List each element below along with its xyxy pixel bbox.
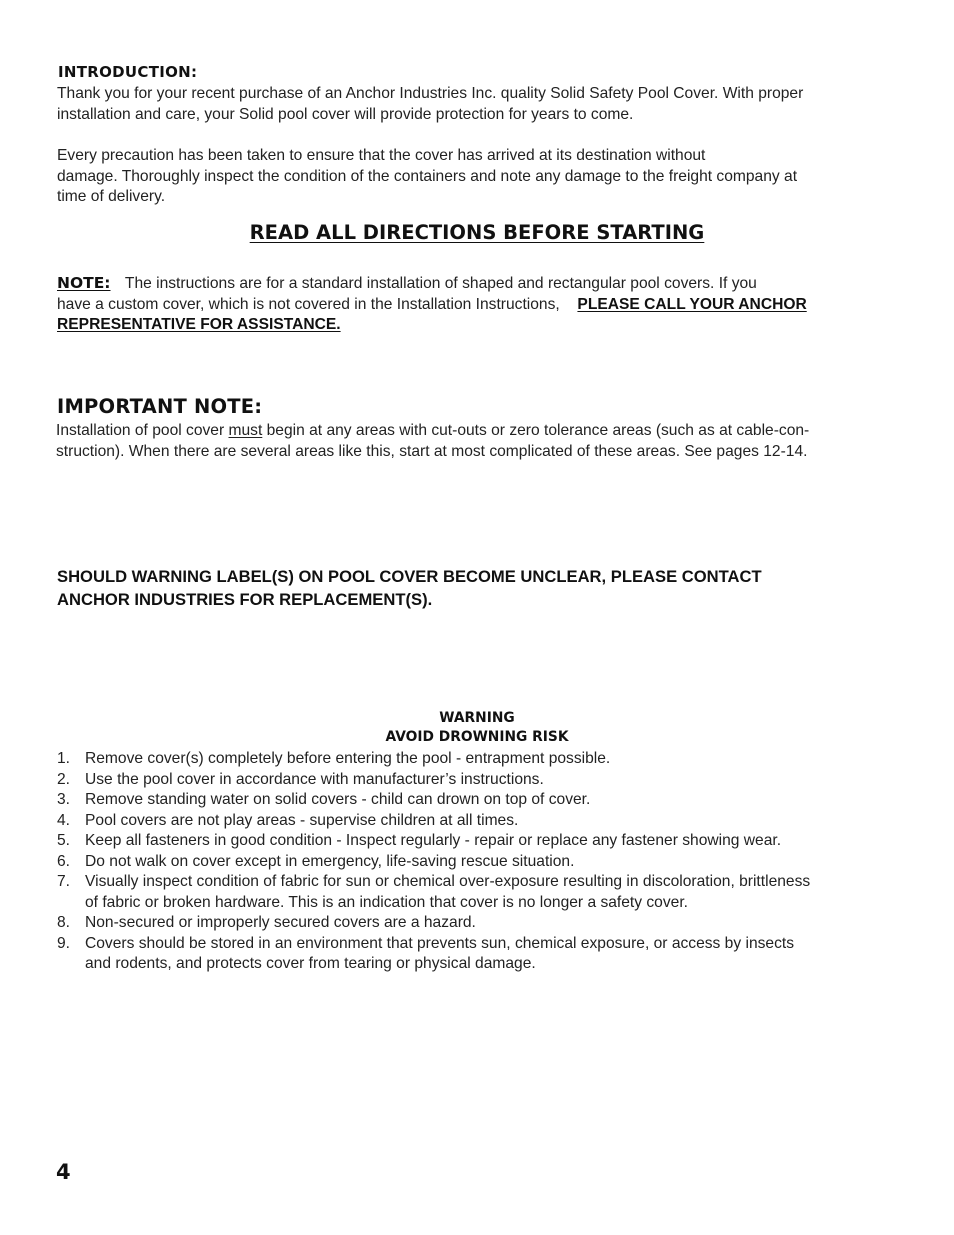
text-line: time of delivery.	[57, 188, 166, 205]
warning-list-item	[57, 913, 902, 934]
list-item-number: 6.	[57, 852, 71, 870]
important-text: Installation of pool cover	[56, 422, 229, 439]
warning-list-item	[57, 852, 902, 873]
list-item-number: 3.	[57, 791, 71, 808]
warning-list-item	[57, 831, 902, 852]
list-item-number: 1.	[57, 750, 71, 767]
warning-list-item	[57, 872, 902, 913]
list-item-text: Remove standing water on solid covers - child can drown on top of cover.	[85, 791, 591, 808]
list-item-number: 4.	[57, 811, 71, 829]
note-text: The instructions are for a standard installation of shaped and rectangular pool covers. If you	[124, 275, 757, 292]
text-line: SHOULD WARNING LABEL(S) ON POOL COVER BECOME UNCLEAR, PLEASE CONTACT	[57, 567, 762, 586]
list-item-text: Do not walk on cover except in emergency, life-saving rescue situation.	[85, 852, 575, 870]
text-line: struction). When there are several areas like this, start at most complicated of these areas. See pages 12-14.	[56, 442, 808, 460]
must-emphasis: must	[228, 422, 263, 439]
note-text: have a custom cover, which is not covered in the Installation Instructions,	[57, 295, 560, 313]
warning-title: WARNING	[439, 710, 515, 726]
list-item-text: Covers should be stored in an environment that prevents sun, chemical exposure, or access by insects	[85, 934, 795, 952]
warning-list-item	[57, 749, 902, 770]
text-line: Every precaution has been taken to ensure that the cover has arrived at its destination without	[57, 147, 706, 164]
list-item-number: 2.	[57, 770, 71, 788]
read-directions-heading: READ ALL DIRECTIONS BEFORE STARTING	[249, 221, 705, 244]
list-item-text: Pool covers are not play areas - supervise children at all times.	[85, 811, 519, 829]
important-note-heading: IMPORTANT NOTE:	[57, 395, 263, 418]
warning-list-item	[57, 811, 902, 832]
text-line	[57, 295, 807, 316]
list-item-text: of fabric or broken hardware. This is an indication that cover is no longer a safety cover.	[85, 893, 688, 911]
list-item-text: Remove cover(s) completely before entering the pool - entrapment possible.	[85, 750, 611, 767]
note-section	[57, 273, 807, 336]
text-line	[57, 315, 807, 336]
list-item-text: and rodents, and protects cover from tearing or physical damage.	[85, 955, 536, 972]
introduction-heading: INTRODUCTION:	[58, 63, 198, 81]
text-line	[56, 421, 809, 442]
text-line: ANCHOR INDUSTRIES FOR REPLACEMENT(S).	[57, 589, 433, 609]
important-text: begin at any areas with cut-outs or zero tolerance areas (such as at cable-con-	[262, 422, 810, 439]
call-representative-text: REPRESENTATIVE FOR ASSISTANCE.	[57, 316, 341, 333]
list-item-number: 7.	[57, 873, 71, 890]
introduction-paragraph-1	[57, 84, 803, 125]
list-item-text: Keep all fasteners in good condition - Inspect regularly - repair or replace any fastener showing wear.	[85, 832, 782, 849]
note-label: NOTE:	[57, 274, 111, 292]
warning-list	[57, 749, 902, 975]
warning-label-notice	[57, 566, 762, 611]
important-note-text	[56, 421, 809, 462]
list-item-number: 5.	[57, 832, 71, 849]
text-line: Thank you for your recent purchase of an Anchor Industries Inc. quality Solid Safety Pool Cover. With proper	[57, 85, 804, 102]
list-item-text: Non-secured or improperly secured covers are a hazard.	[85, 914, 476, 931]
call-representative-text: PLEASE CALL YOUR ANCHOR	[577, 295, 807, 313]
warning-list-item	[57, 770, 902, 791]
text-line	[57, 273, 807, 295]
list-item-text: Visually inspect condition of fabric for sun or chemical over-exposure resulting in discoloration, brittleness	[85, 873, 811, 890]
warning-list-item	[57, 934, 902, 975]
page-number: 4	[56, 1160, 71, 1184]
list-item-number: 8.	[57, 914, 71, 931]
list-item-number: 9.	[57, 934, 71, 952]
introduction-paragraph-2	[57, 146, 797, 208]
text-line: installation and care, your Solid pool cover will provide protection for years to come.	[57, 105, 634, 123]
list-item-text: Use the pool cover in accordance with manufacturer’s instructions.	[85, 770, 544, 788]
warning-subtitle: AVOID DROWNING RISK	[385, 729, 569, 745]
warning-list-item	[57, 790, 902, 811]
text-line: damage. Thoroughly inspect the condition of the containers and note any damage to the freight company at	[57, 167, 798, 185]
